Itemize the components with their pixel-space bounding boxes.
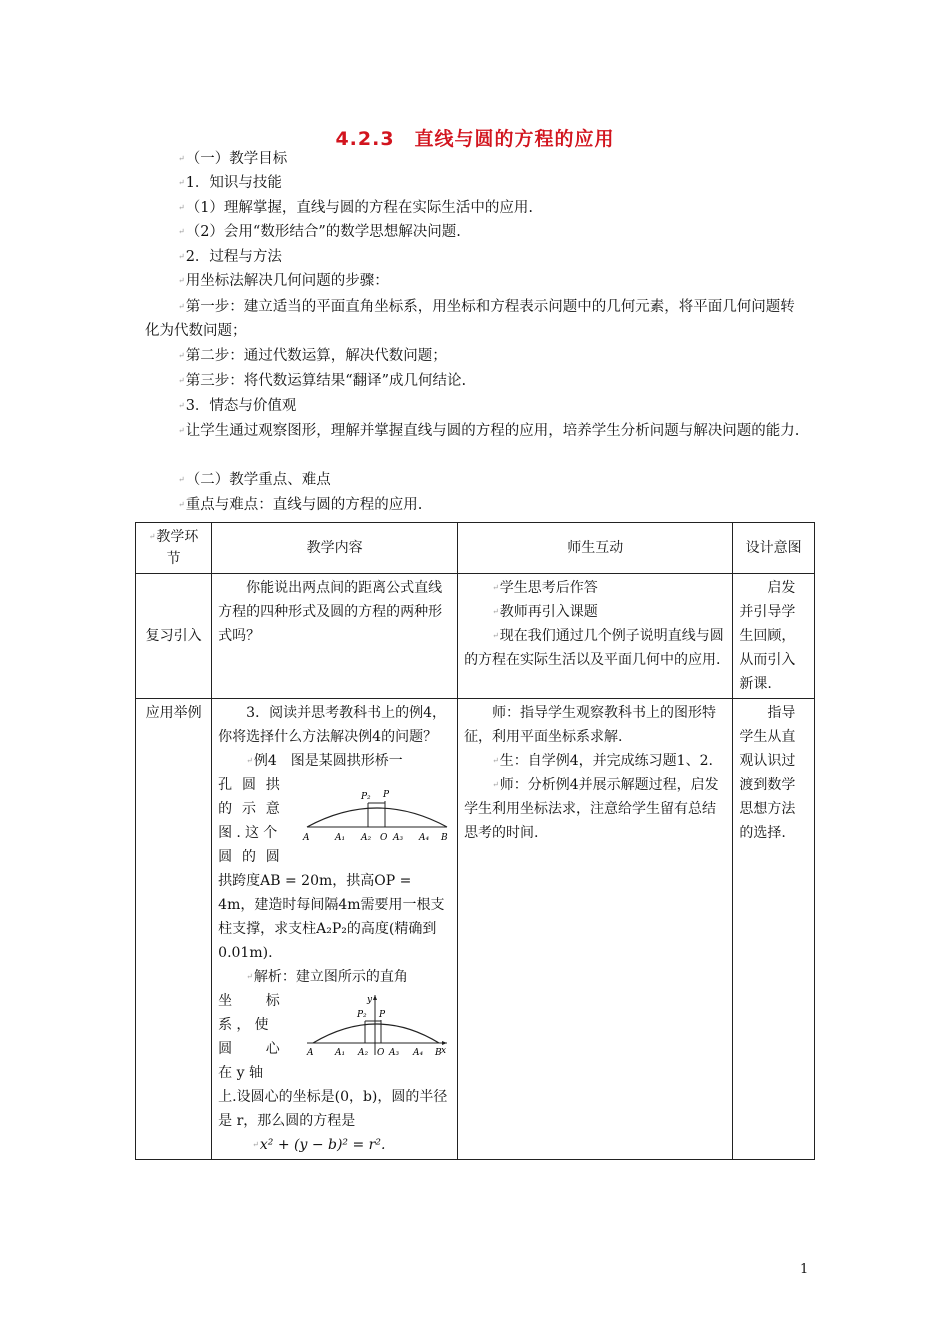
- table-header-row: [136, 523, 815, 574]
- fig2-label-a3: A₃: [389, 1048, 400, 1058]
- key-heading: ↵（二）教学重点、难点: [178, 472, 331, 488]
- intent-review: 启发并引导学生回顾，从而引入新课.: [733, 574, 815, 699]
- values-text: ↵让学生通过观察图形，理解并掌握直线与圆的方程的应用，培养学生分析问题与解决问题的能力.: [178, 423, 800, 439]
- fig2-label-a2: A₂: [358, 1048, 369, 1058]
- stage-application: 应用举例: [136, 699, 212, 1160]
- fig2-label-a: A: [307, 1048, 314, 1058]
- step-2: ↵第二步：通过代数运算，解决代数问题；: [178, 348, 447, 364]
- content-review: 你能说出两点间的距离公式直线方程的四种形式及圆的方程的两种形式吗？: [212, 574, 458, 699]
- knowledge-item-2: ↵（2）会用“数形结合”的数学思想解决问题.: [178, 224, 461, 240]
- fig1-label-a4: A₄: [419, 833, 430, 843]
- page-title: 4.2.3 直线与圆的方程的应用: [335, 128, 615, 150]
- fig2-label-o: O: [377, 1048, 385, 1058]
- fig1-label-o: O: [380, 833, 388, 843]
- interaction-review: ↵学生思考后作答 ↵教师再引入课题 ↵现在我们通过几个例子说明直线与圆的方程在实际生活以及平面几何中的应用.: [458, 574, 733, 699]
- page-number: 1: [800, 1262, 809, 1277]
- knowledge-item-1: ↵（1）理解掌握，直线与圆的方程在实际生活中的应用.: [178, 200, 534, 216]
- stage-review: 复习引入: [136, 574, 212, 699]
- intent-application: 指导学生从直观认识过渡到数学思想方法的选择.: [733, 699, 815, 1160]
- fig1-label-b: B: [441, 833, 448, 843]
- bridge-arch-figure: [301, 775, 451, 845]
- fig1-label-p: P: [383, 790, 390, 800]
- fig2-label-p: P: [379, 1010, 386, 1020]
- circle-equation: x² + (y − b)² = r².: [259, 1137, 386, 1153]
- header-intent: 设计意图: [733, 523, 815, 574]
- interaction-application: 师：指导学生观察教科书上的图形特征，利用平面坐标系求解. ↵生：自学例4，并完成练习题1、2. ↵师：分析例4并展示解题过程，启发学生利用坐标法求，注意给学生留有总结思考的时间.: [458, 699, 733, 1160]
- fig1-label-a: A: [303, 833, 310, 843]
- fig1-label-p2: P₂: [361, 792, 371, 802]
- step-1: ↵第一步：建立适当的平面直角坐标系，用坐标和方程表示问题中的几何元素，将平面几何问题转化为代数问题；: [145, 299, 795, 339]
- fig2-label-a1: A₁: [335, 1048, 346, 1058]
- fig2-label-p2: P₂: [357, 1010, 367, 1020]
- process-heading: ↵2．过程与方法: [178, 249, 282, 265]
- table-row: [136, 574, 815, 699]
- fig2-label-a4: A₄: [413, 1048, 424, 1058]
- fig2-axis-x: x: [441, 1046, 447, 1056]
- fig2-axis-y: y: [367, 995, 373, 1005]
- goals-heading: ↵（一）教学目标: [178, 151, 288, 167]
- lesson-table: [135, 522, 815, 1160]
- header-stage: ↵教学环节: [136, 523, 212, 574]
- step-3: ↵第三步：将代数运算结果“翻译”成几何结论.: [178, 373, 467, 389]
- knowledge-heading: ↵1．知识与技能: [178, 175, 282, 191]
- fig2-label-b: B: [435, 1048, 442, 1058]
- table-row: [136, 699, 815, 1160]
- key-text: ↵重点与难点：直线与圆的方程的应用.: [178, 497, 423, 513]
- header-content: 教学内容: [212, 523, 458, 574]
- fig1-label-a1: A₁: [335, 833, 346, 843]
- content-application: 3．阅读并思考教科书上的例4，你将选择什么方法解决例4的问题？ ↵例4 图是某圆拱形桥一 A A₁ A₂ O A₃ A₄ B P₂ P 孔圆拱 的示意 图.这个 圆的圆 拱跨度AB = 20m，拱高OP = 4m，建造时每间隔4m需要用一根支柱支撑，求支柱A₂P₂的高度(精确到0.01m). ↵解析：建立图所示的直角 A A₁ A₂ O A₃ A₄ B P₂ P y x 坐 标 系，使 圆 心 在 y 轴 上.设圆心的坐标是(0，b)，圆的半径是 r，那么圆的方程是 ↵x² + (y − b)² = r².: [212, 699, 458, 1160]
- header-interaction: 师生互动: [458, 523, 733, 574]
- values-heading: ↵3．情态与价值观: [178, 398, 297, 414]
- coordinate-arch-figure: [301, 991, 451, 1061]
- process-intro: ↵用坐标法解决几何问题的步骤：: [178, 273, 389, 289]
- fig1-label-a3: A₃: [393, 833, 404, 843]
- fig1-label-a2: A₂: [361, 833, 372, 843]
